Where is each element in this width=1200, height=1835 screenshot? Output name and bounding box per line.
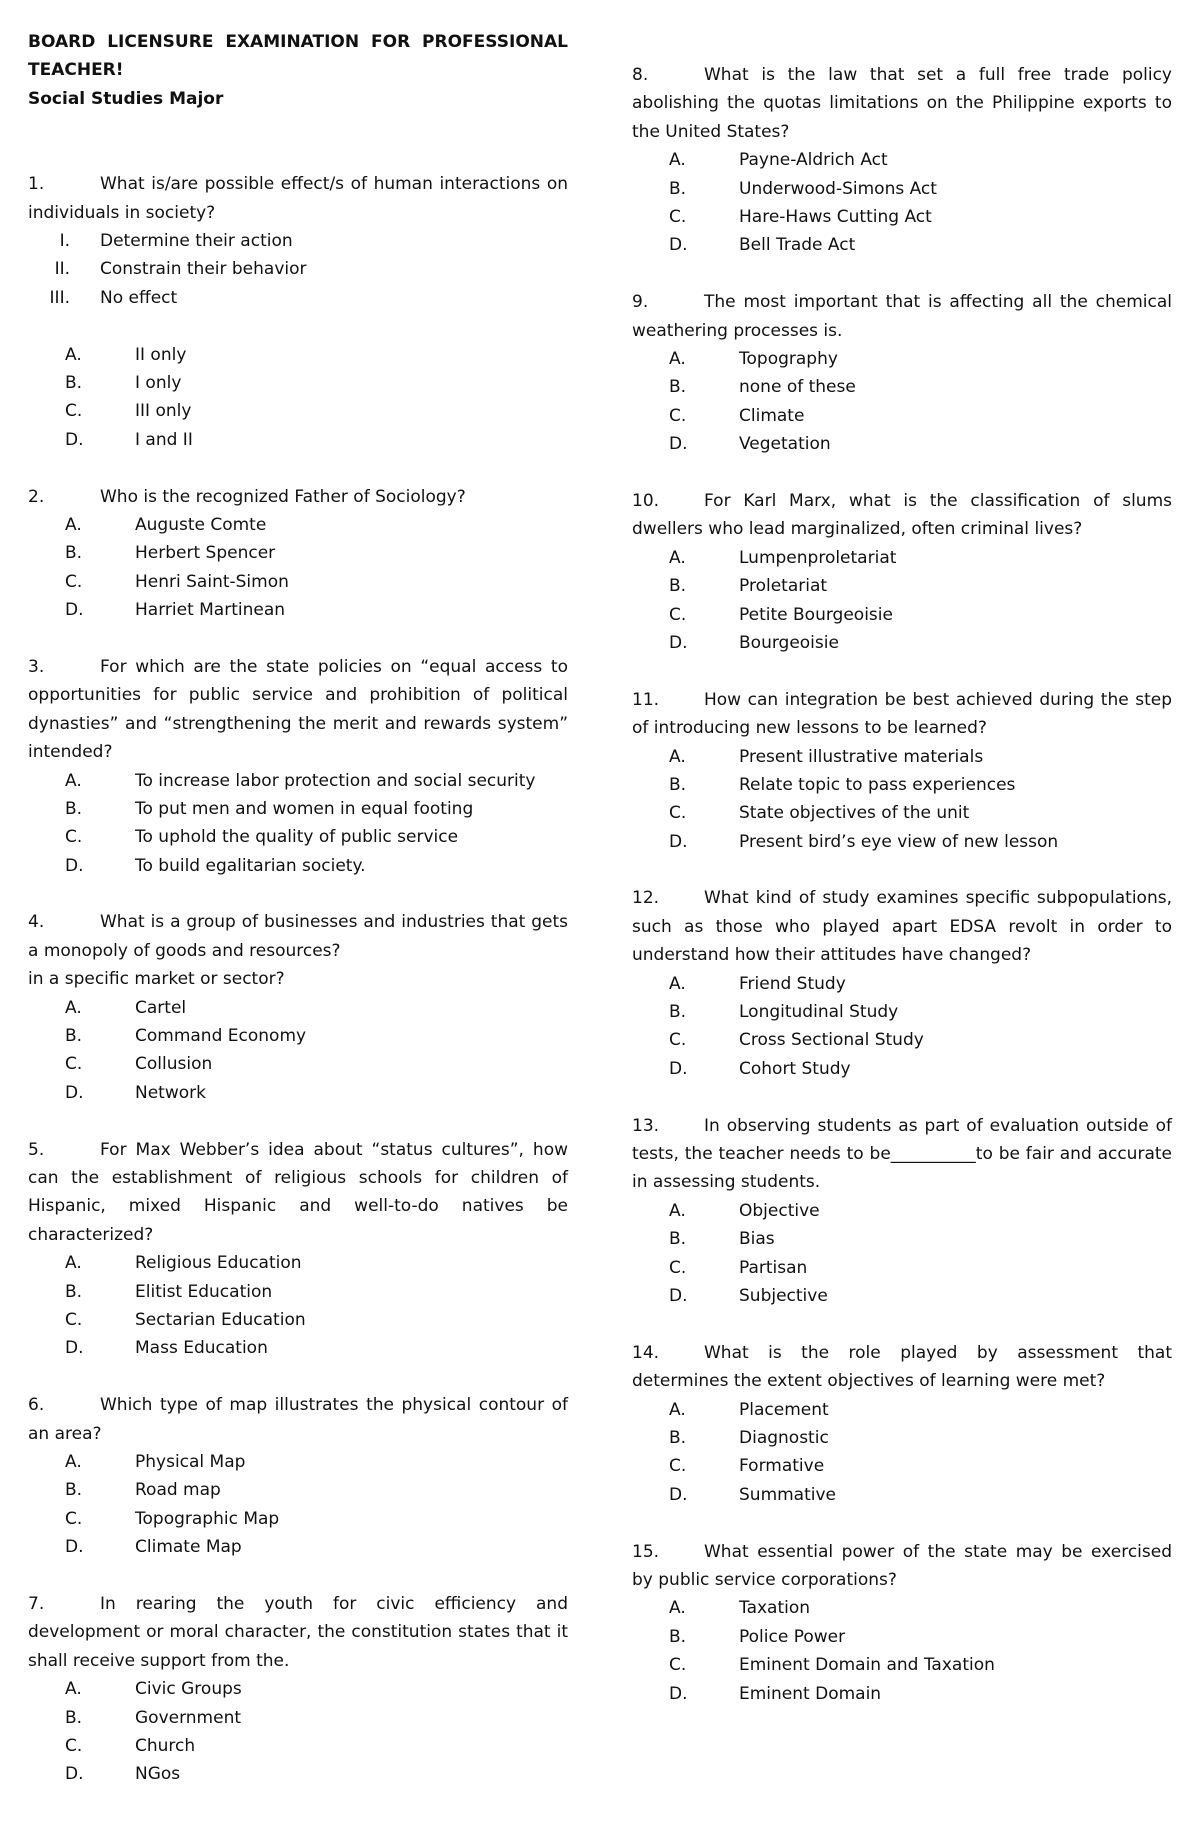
question-14 bbox=[632, 1339, 1172, 1509]
choice-text: Elitist Education bbox=[135, 1281, 273, 1302]
choice-text: NGos bbox=[135, 1764, 181, 1785]
statement-list bbox=[28, 227, 568, 312]
choice-letter: D. bbox=[65, 1764, 84, 1785]
question-text: How can integration be best achieved during the step of introducing new lessons to be learned? bbox=[632, 689, 1172, 739]
question-number: 13. bbox=[632, 1115, 660, 1136]
question-stem bbox=[28, 170, 568, 227]
question-number: 8. bbox=[632, 65, 649, 85]
choice-text: Friend Study bbox=[739, 973, 846, 994]
question-stem bbox=[28, 908, 568, 965]
choice-item bbox=[632, 373, 1172, 401]
choice-letter: C. bbox=[669, 1030, 687, 1051]
question-1 bbox=[28, 170, 568, 454]
choice-text: Vegetation bbox=[739, 434, 831, 455]
left-column bbox=[28, 28, 568, 1818]
choice-text: Command Economy bbox=[135, 1026, 307, 1047]
question-stem bbox=[28, 1391, 568, 1448]
choice-letter: A. bbox=[669, 1399, 686, 1420]
question-text: The most important that is affecting all the chemical weathering processes is. bbox=[632, 292, 1172, 341]
choice-letter: D. bbox=[669, 831, 688, 852]
choice-letter: A. bbox=[65, 514, 82, 535]
question-stem bbox=[632, 686, 1172, 743]
choice-item bbox=[632, 231, 1172, 259]
choice-text: I only bbox=[135, 372, 182, 393]
choice-item bbox=[632, 1197, 1172, 1225]
question-text: For which are the state policies on “equal access to opportunities for public service and prohibition of political dynasties” and “strengthening the merit and rewards system” intended? bbox=[28, 656, 568, 763]
choice-text: To build egalitarian society. bbox=[135, 855, 366, 876]
question-text: What is the role played by assessment that determines the extent objectives of learning were met? bbox=[632, 1342, 1172, 1392]
choice-text: Summative bbox=[739, 1484, 837, 1505]
choice-list bbox=[632, 544, 1172, 658]
choice-text: Payne-Aldrich Act bbox=[739, 150, 888, 171]
choice-item bbox=[28, 1760, 568, 1788]
choice-item bbox=[632, 998, 1172, 1026]
choice-list bbox=[28, 511, 568, 625]
choice-item bbox=[28, 1278, 568, 1306]
choice-item bbox=[632, 1481, 1172, 1509]
question-text: What is a group of businesses and industries that gets a monopoly of goods and resources? bbox=[28, 912, 568, 961]
choice-item bbox=[28, 1022, 568, 1050]
question-8 bbox=[632, 61, 1172, 260]
choice-text: To put men and women in equal footing bbox=[135, 798, 474, 819]
choice-letter: D. bbox=[669, 235, 688, 256]
choice-text: Proletariat bbox=[739, 576, 828, 597]
choice-item bbox=[28, 1448, 568, 1476]
choice-letter: C. bbox=[65, 1310, 83, 1331]
choice-text: Subjective bbox=[739, 1286, 828, 1307]
statement-text: Constrain their behavior bbox=[100, 259, 307, 280]
choice-text: Mass Education bbox=[135, 1338, 268, 1359]
choice-item bbox=[28, 397, 568, 425]
choice-letter: D. bbox=[669, 632, 688, 653]
choice-letter: D. bbox=[65, 429, 84, 450]
choice-text: Physical Map bbox=[135, 1452, 246, 1473]
choice-letter: C. bbox=[669, 1655, 687, 1676]
choice-item bbox=[632, 430, 1172, 458]
choice-item bbox=[28, 1505, 568, 1533]
choice-list bbox=[632, 1396, 1172, 1510]
choice-letter: B. bbox=[669, 1002, 687, 1023]
question-13 bbox=[632, 1112, 1172, 1311]
choice-letter: C. bbox=[669, 803, 687, 824]
choice-list bbox=[28, 1675, 568, 1789]
choice-item bbox=[28, 1732, 568, 1760]
choice-list bbox=[28, 767, 568, 881]
choice-letter: C. bbox=[669, 1257, 687, 1278]
choice-letter: B. bbox=[669, 576, 687, 597]
choice-letter: B. bbox=[65, 1480, 83, 1501]
choice-item bbox=[28, 1334, 568, 1362]
choice-letter: D. bbox=[65, 600, 84, 621]
question-stem bbox=[28, 1136, 568, 1250]
choice-letter: C. bbox=[65, 827, 83, 848]
choice-letter: B. bbox=[65, 1026, 83, 1047]
question-3 bbox=[28, 653, 568, 880]
question-stem bbox=[632, 61, 1172, 146]
question-2 bbox=[28, 483, 568, 625]
choice-text: Cross Sectional Study bbox=[739, 1030, 924, 1051]
question-stem bbox=[632, 1339, 1172, 1396]
choice-letter: C. bbox=[669, 405, 687, 426]
exam-page bbox=[28, 28, 1172, 1818]
statement-text: Determine their action bbox=[100, 231, 293, 252]
choice-item bbox=[28, 511, 568, 539]
choice-item bbox=[632, 544, 1172, 572]
choice-item bbox=[28, 823, 568, 851]
choice-list bbox=[28, 994, 568, 1108]
spacer bbox=[28, 312, 568, 340]
choice-text: Topography bbox=[739, 348, 838, 369]
question-text: Who is the recognized Father of Sociology? bbox=[100, 486, 466, 507]
question-text: For Karl Marx, what is the classification of slums dwellers who lead marginalized, often criminal lives? bbox=[632, 490, 1172, 540]
choice-text: Lumpenproletariat bbox=[739, 547, 897, 568]
choice-item bbox=[632, 1055, 1172, 1083]
choice-text: Police Power bbox=[739, 1626, 846, 1647]
choice-letter: D. bbox=[65, 1082, 84, 1103]
choice-text: To increase labor protection and social security bbox=[135, 770, 536, 791]
choice-letter: A. bbox=[669, 1598, 686, 1619]
question-text: In observing students as part of evaluation outside of tests, the teacher needs to be__________to be fair and accurate in assessing students. bbox=[632, 1115, 1172, 1193]
statement-text: No effect bbox=[100, 287, 178, 308]
choice-letter: B. bbox=[669, 774, 687, 795]
question-text: What essential power of the state may be exercised by public service corporations? bbox=[632, 1541, 1172, 1590]
question-text-continued: in a specific market or sector? bbox=[28, 969, 285, 990]
choice-letter: A. bbox=[65, 770, 82, 791]
statement-item bbox=[28, 227, 568, 255]
choice-text: Hare-Haws Cutting Act bbox=[739, 207, 932, 227]
choice-text: Cohort Study bbox=[739, 1058, 851, 1079]
choice-list bbox=[632, 345, 1172, 459]
question-number: 15. bbox=[632, 1541, 660, 1562]
choice-item bbox=[632, 203, 1172, 231]
choice-letter: B. bbox=[65, 543, 83, 564]
question-5 bbox=[28, 1136, 568, 1363]
choice-item bbox=[632, 1623, 1172, 1651]
choice-text: Objective bbox=[739, 1200, 820, 1221]
choice-text: Climate bbox=[739, 405, 805, 426]
choice-item bbox=[632, 1452, 1172, 1480]
question-4 bbox=[28, 908, 568, 1107]
choice-item bbox=[28, 568, 568, 596]
choice-text: Collusion bbox=[135, 1054, 213, 1075]
question-number: 12. bbox=[632, 888, 660, 909]
question-15 bbox=[632, 1538, 1172, 1708]
choice-list bbox=[632, 146, 1172, 260]
question-number: 7. bbox=[28, 1594, 45, 1614]
question-text: For Max Webber’s idea about “status cultures”, how can the establishment of religious schools for children of Hispanic, mixed Hispanic and well-to-do natives be characterized? bbox=[28, 1139, 568, 1245]
choice-letter: D. bbox=[65, 1338, 84, 1359]
question-stem bbox=[28, 653, 568, 767]
choice-item bbox=[28, 1249, 568, 1277]
choice-letter: C. bbox=[65, 1736, 83, 1756]
choice-letter: A. bbox=[669, 1200, 686, 1221]
choice-letter: D. bbox=[669, 1286, 688, 1307]
choice-text: Network bbox=[135, 1082, 206, 1103]
choice-letter: D. bbox=[65, 855, 84, 876]
choice-letter: D. bbox=[65, 1537, 84, 1558]
choice-item bbox=[632, 1282, 1172, 1310]
question-number: 4. bbox=[28, 912, 45, 933]
statement-item bbox=[28, 255, 568, 283]
choice-item bbox=[28, 1704, 568, 1732]
question-text: What is the law that set a full free trade policy abolishing the quotas limitations on the Philippine exports to the United States? bbox=[632, 65, 1172, 142]
choice-letter: B. bbox=[65, 1281, 83, 1302]
statement-numeral: II. bbox=[54, 259, 70, 280]
choice-text: Relate topic to pass experiences bbox=[739, 774, 1016, 795]
choice-list bbox=[28, 1448, 568, 1562]
choice-list bbox=[632, 970, 1172, 1084]
question-stem bbox=[632, 884, 1172, 969]
choice-text: Climate Map bbox=[135, 1537, 242, 1558]
choice-text: Sectarian Education bbox=[135, 1310, 306, 1331]
choice-letter: A. bbox=[65, 344, 82, 365]
choice-item bbox=[632, 1680, 1172, 1708]
choice-item bbox=[28, 852, 568, 880]
question-6 bbox=[28, 1391, 568, 1561]
choice-letter: B. bbox=[65, 372, 83, 393]
question-number: 1. bbox=[28, 174, 45, 195]
choice-text: none of these bbox=[739, 377, 856, 398]
choice-item bbox=[632, 1026, 1172, 1054]
choice-text: Bias bbox=[739, 1229, 775, 1250]
choice-letter: B. bbox=[669, 1428, 687, 1449]
choice-list bbox=[632, 1197, 1172, 1311]
question-stem bbox=[632, 1538, 1172, 1595]
choice-text: Longitudinal Study bbox=[739, 1002, 899, 1023]
choice-letter: C. bbox=[65, 401, 83, 422]
choice-item bbox=[28, 596, 568, 624]
choice-item bbox=[28, 1050, 568, 1078]
question-7 bbox=[28, 1590, 568, 1789]
question-number: 2. bbox=[28, 486, 45, 507]
choice-item bbox=[632, 970, 1172, 998]
choice-item bbox=[632, 1424, 1172, 1452]
choice-letter: C. bbox=[65, 1054, 83, 1075]
choice-item bbox=[28, 1675, 568, 1703]
question-9 bbox=[632, 288, 1172, 458]
choice-text: Taxation bbox=[739, 1598, 811, 1619]
choice-text: Placement bbox=[739, 1399, 829, 1420]
choice-item bbox=[632, 146, 1172, 174]
choice-letter: A. bbox=[669, 150, 686, 171]
choice-item bbox=[28, 1306, 568, 1334]
question-number: 6. bbox=[28, 1395, 45, 1416]
statement-numeral: I. bbox=[59, 231, 70, 252]
choice-item bbox=[632, 402, 1172, 430]
choice-text: Auguste Comte bbox=[135, 514, 267, 535]
choice-item bbox=[28, 994, 568, 1022]
question-11 bbox=[632, 686, 1172, 856]
choice-item bbox=[28, 767, 568, 795]
choice-letter: D. bbox=[669, 434, 688, 455]
choice-item bbox=[632, 345, 1172, 373]
choice-item bbox=[28, 795, 568, 823]
choice-text: State objectives of the unit bbox=[739, 803, 970, 824]
exam-title: BOARD LICENSURE EXAMINATION FOR PROFESSIONAL TEACHER! bbox=[28, 32, 568, 81]
choice-text: II only bbox=[135, 344, 187, 365]
choice-text: Bell Trade Act bbox=[739, 235, 856, 256]
choice-item bbox=[632, 799, 1172, 827]
choice-letter: C. bbox=[669, 1456, 687, 1477]
choice-item bbox=[632, 601, 1172, 629]
choice-letter: B. bbox=[65, 1707, 83, 1728]
choice-letter: A. bbox=[669, 746, 686, 767]
choice-letter: D. bbox=[669, 1484, 688, 1505]
choice-text: Road map bbox=[135, 1480, 221, 1501]
choice-item bbox=[632, 743, 1172, 771]
choice-letter: B. bbox=[669, 178, 687, 199]
choice-item bbox=[632, 1254, 1172, 1282]
question-10 bbox=[632, 487, 1172, 657]
choice-text: Present illustrative materials bbox=[739, 746, 984, 767]
choice-item bbox=[28, 426, 568, 454]
question-stem bbox=[28, 1590, 568, 1675]
choice-item bbox=[632, 1651, 1172, 1679]
choice-text: Underwood-Simons Act bbox=[739, 178, 937, 199]
choice-letter: D. bbox=[669, 1683, 688, 1704]
exam-subtitle: Social Studies Major bbox=[28, 88, 224, 109]
question-number: 3. bbox=[28, 656, 45, 677]
question-12 bbox=[632, 884, 1172, 1083]
question-stem bbox=[28, 483, 568, 511]
choice-letter: A. bbox=[65, 997, 82, 1018]
question-stem bbox=[632, 288, 1172, 345]
question-text: In rearing the youth for civic efficiency and development or moral character, the constitution states that it shall receive support from the. bbox=[28, 1594, 568, 1671]
choice-item bbox=[28, 341, 568, 369]
choice-letter: A. bbox=[65, 1253, 82, 1274]
statement-item bbox=[28, 284, 568, 312]
choice-letter: D. bbox=[669, 1058, 688, 1079]
choice-letter: C. bbox=[669, 207, 687, 227]
choice-letter: A. bbox=[669, 348, 686, 369]
choice-text: Religious Education bbox=[135, 1253, 302, 1274]
choice-letter: C. bbox=[65, 1508, 83, 1529]
question-number: 10. bbox=[632, 490, 660, 511]
question-text: What is/are possible effect/s of human interactions on individuals in society? bbox=[28, 174, 568, 223]
choice-letter: B. bbox=[65, 798, 83, 819]
right-column bbox=[632, 28, 1172, 1818]
choice-item bbox=[632, 1225, 1172, 1253]
choice-letter: C. bbox=[669, 604, 687, 625]
choice-letter: A. bbox=[669, 547, 686, 568]
choice-list bbox=[632, 743, 1172, 857]
choice-text: Bourgeoisie bbox=[739, 632, 839, 653]
choice-text: I and II bbox=[135, 429, 193, 450]
choice-item bbox=[632, 1396, 1172, 1424]
choice-text: Diagnostic bbox=[739, 1428, 829, 1449]
choice-letter: A. bbox=[65, 1452, 82, 1473]
choice-text: Partisan bbox=[739, 1257, 808, 1278]
choice-text: Church bbox=[135, 1736, 196, 1756]
choice-text: Harriet Martinean bbox=[135, 600, 286, 621]
choice-text: Cartel bbox=[135, 997, 187, 1018]
choice-text: Eminent Domain bbox=[739, 1683, 882, 1704]
choice-list bbox=[28, 341, 568, 455]
choice-letter: B. bbox=[669, 1229, 687, 1250]
choice-item bbox=[632, 629, 1172, 657]
choice-item bbox=[28, 1079, 568, 1107]
choice-text: Present bird’s eye view of new lesson bbox=[739, 831, 1059, 852]
choice-item bbox=[632, 572, 1172, 600]
choice-text: Herbert Spencer bbox=[135, 543, 276, 564]
question-number: 14. bbox=[632, 1342, 660, 1363]
choice-letter: A. bbox=[669, 973, 686, 994]
choice-item bbox=[632, 828, 1172, 856]
choice-letter: C. bbox=[65, 571, 83, 592]
choice-item bbox=[28, 1533, 568, 1561]
choice-list bbox=[632, 1594, 1172, 1708]
choice-item bbox=[632, 1594, 1172, 1622]
choice-text: Henri Saint-Simon bbox=[135, 571, 289, 592]
question-stem bbox=[632, 1112, 1172, 1197]
choice-item bbox=[632, 175, 1172, 203]
choice-text: Eminent Domain and Taxation bbox=[739, 1655, 995, 1676]
choice-letter: B. bbox=[669, 1626, 687, 1647]
choice-item bbox=[28, 1476, 568, 1504]
choice-item bbox=[28, 539, 568, 567]
question-number: 9. bbox=[632, 292, 649, 313]
choice-text: III only bbox=[135, 401, 192, 422]
statement-numeral: III. bbox=[49, 287, 70, 308]
question-text: Which type of map illustrates the physical contour of an area? bbox=[28, 1395, 568, 1444]
choice-item bbox=[28, 369, 568, 397]
choice-text: Government bbox=[135, 1707, 242, 1728]
choice-list bbox=[28, 1249, 568, 1363]
question-stem bbox=[632, 487, 1172, 544]
choice-letter: B. bbox=[669, 377, 687, 398]
question-number: 5. bbox=[28, 1139, 45, 1160]
choice-text: Topographic Map bbox=[135, 1508, 280, 1529]
choice-item bbox=[632, 771, 1172, 799]
choice-text: To uphold the quality of public service bbox=[135, 827, 459, 848]
choice-text: Petite Bourgeoisie bbox=[739, 604, 893, 625]
question-text: What kind of study examines specific subpopulations, such as those who played apart EDSA revolt in order to understand how their attitudes have changed? bbox=[632, 888, 1172, 966]
choice-text: Civic Groups bbox=[135, 1679, 242, 1700]
choice-letter: A. bbox=[65, 1679, 82, 1700]
question-number: 11. bbox=[632, 689, 660, 710]
choice-text: Formative bbox=[739, 1456, 825, 1477]
